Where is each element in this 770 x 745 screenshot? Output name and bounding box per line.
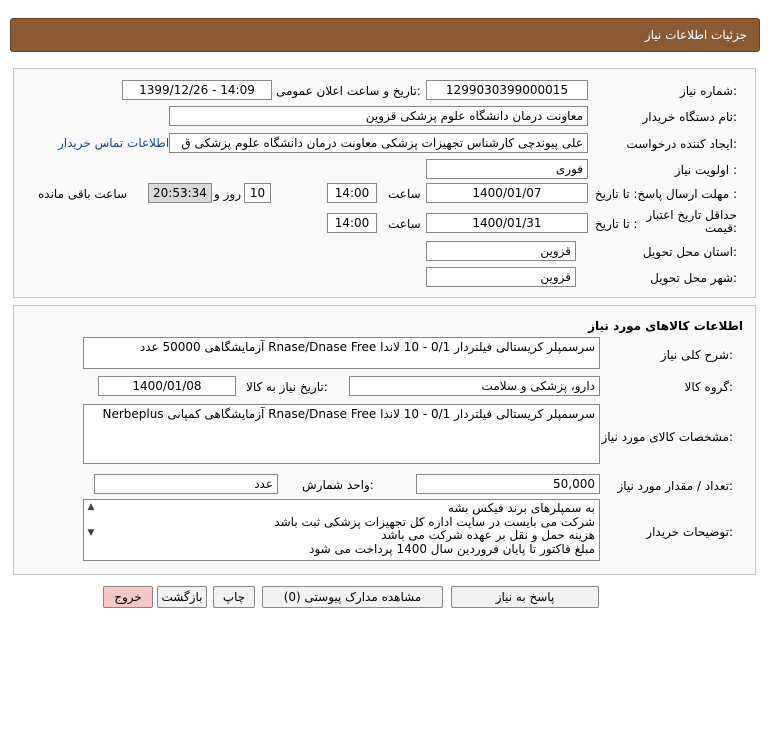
validity-time-label: ساعت — [388, 217, 421, 231]
remaining-time-field: 20:53:34 — [148, 183, 212, 203]
attachments-button[interactable]: مشاهده مدارک پیوستی (0) — [262, 586, 443, 608]
need-info-panel — [13, 68, 756, 298]
days-label: روز و — [214, 187, 241, 201]
validity-to-label: تا تاریخ : — [595, 217, 638, 231]
notes-line: شرکت می بایست در سایت اداره کل تجهیزات پزشکی ثبت باشد — [274, 514, 595, 529]
spec-field: سرسمپلر کریستالی فیلتردار 0/1 - 10 لاندا Rnase/Dnase Free آزمایشگاهی کمپانی Nerbeplus — [83, 404, 600, 464]
validity-time-field: 14:00 — [327, 213, 377, 233]
qty-field: 50,000 — [416, 474, 600, 494]
deadline-date-field: 1400/01/07 — [426, 183, 588, 203]
need-number-field: 1299030399000015 — [426, 80, 588, 100]
notes-scrollbar[interactable] — [85, 501, 97, 559]
notes-line: به سمپلرهای برند فیکس بشه — [448, 501, 595, 515]
back-button[interactable]: بازگشت — [157, 586, 207, 608]
page-header — [10, 18, 760, 52]
scroll-down-icon[interactable]: ▼ — [87, 528, 95, 538]
priority-field: فوری — [426, 159, 588, 179]
remaining-label: ساعت باقی مانده — [38, 187, 128, 201]
need-number-label: شماره نیاز: — [679, 84, 737, 98]
page-title: جزئیات اطلاعات نیاز — [644, 28, 747, 42]
buyer-field: معاونت درمان دانشگاه علوم پزشکی قزوین — [169, 106, 588, 126]
group-label: گروه کالا: — [684, 380, 733, 394]
qty-label: تعداد / مقدار مورد نیاز: — [617, 479, 733, 493]
group-field: دارو، پزشکی و سلامت — [349, 376, 600, 396]
province-label: استان محل تحویل: — [642, 245, 737, 259]
notes-line: هزینه حمل و نقل بر عهده شرکت می باشد — [381, 528, 595, 542]
spec-label: مشخصات کالای مورد نیاز: — [601, 430, 733, 444]
summary-label: شرح کلی نیاز: — [660, 348, 733, 362]
goods-section-title: اطلاعات کالاهای مورد نیاز — [588, 319, 743, 333]
print-button[interactable]: چاپ — [213, 586, 255, 608]
validity-date-field: 1400/01/31 — [426, 213, 588, 233]
deadline-time-label: ساعت — [388, 187, 421, 201]
scroll-up-icon[interactable]: ▲ — [87, 502, 95, 512]
unit-label: واحد شمارش: — [302, 478, 374, 492]
unit-field: عدد — [94, 474, 278, 494]
priority-label: اولویت نیاز : — [674, 163, 737, 177]
need-date-field: 1400/01/08 — [98, 376, 236, 396]
city-field: قزوین — [426, 267, 576, 287]
buyer-contact-link[interactable]: اطلاعات تماس خریدار — [58, 136, 170, 150]
days-field: 10 — [244, 183, 271, 203]
exit-button[interactable]: خروج — [103, 586, 153, 608]
buyer-label: نام دستگاه خریدار: — [642, 110, 737, 124]
respond-button[interactable]: پاسخ به نیاز — [451, 586, 599, 608]
creator-label: ایجاد کننده درخواست: — [626, 137, 737, 151]
summary-field: سرسمپلر کریستالی فیلتردار 0/1 - 10 لاندا Rnase/Dnase Free آزمایشگاهی 50000 عدد — [83, 337, 600, 369]
announce-label: تاریخ و ساعت اعلان عمومی: — [276, 84, 421, 98]
notes-line: مبلغ فاکتور تا پایان فروردین سال 1400 پرداخت می شود — [309, 541, 595, 556]
notes-field[interactable] — [83, 499, 600, 561]
deadline-time-field: 14:00 — [327, 183, 377, 203]
notes-label: توضیحات خریدار: — [646, 525, 733, 539]
validity-label: حداقل تاریخ اعتبار قیمت: — [646, 208, 737, 235]
announce-field: 1399/12/26 - 14:09 — [122, 80, 272, 100]
deadline-label: مهلت ارسال پاسخ: تا تاریخ : — [594, 187, 737, 201]
city-label: شهر محل تحویل: — [650, 271, 737, 285]
need-date-label: تاریخ نیاز به کالا: — [246, 380, 328, 394]
creator-field: علی پیوندچی کارشناس تجهیزات پزشکی معاونت درمان دانشگاه علوم پزشکی ق — [169, 133, 588, 153]
goods-info-panel — [13, 305, 756, 575]
province-field: قزوین — [426, 241, 576, 261]
